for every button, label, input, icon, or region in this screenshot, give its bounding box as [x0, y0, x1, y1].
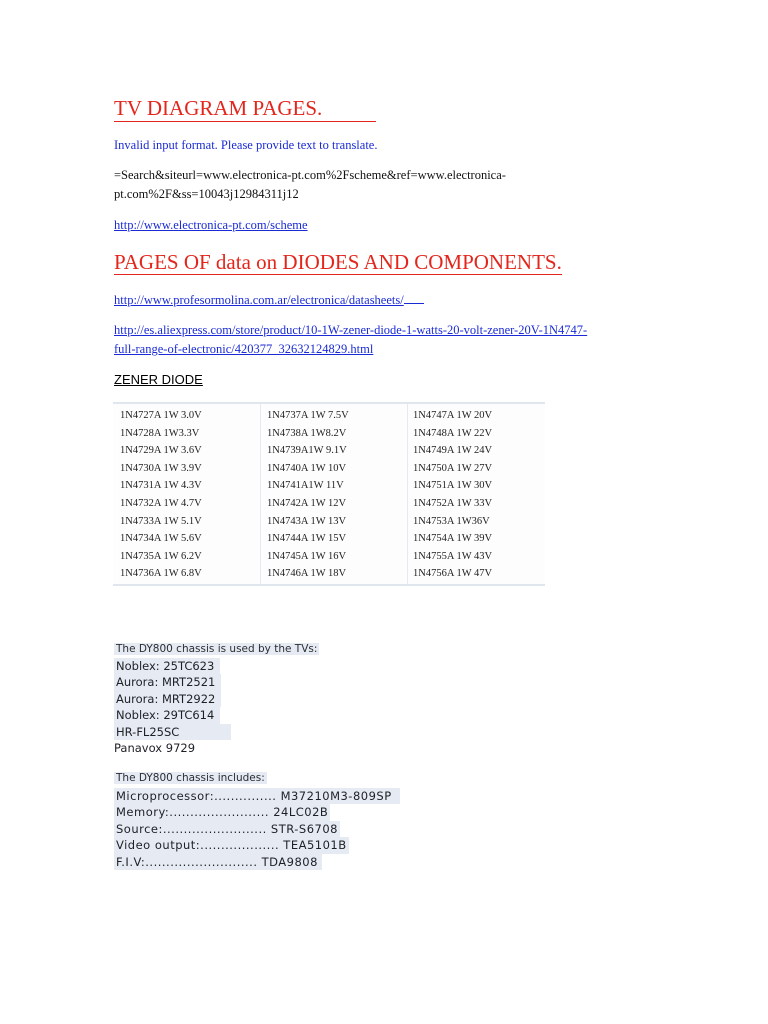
zener-cell: 1N4733A 1W 5.1V: [120, 515, 202, 527]
table-divider: [260, 404, 261, 584]
zener-cell: 1N4748A 1W 22V: [413, 427, 493, 439]
zener-column-3: [408, 407, 548, 583]
zener-cell: 1N4753A 1W36V: [413, 515, 490, 527]
chassis-includes: The DY800 chassis includes:: [116, 772, 265, 784]
zener-cell: 1N4731A 1W 4.3V: [120, 480, 202, 492]
zener-cell: 1N4737A 1W 7.5V: [267, 410, 349, 421]
tv-model-item: Noblex: 29TC614: [114, 707, 231, 723]
search-url-line-2: pt.com%2F&ss=10043j12984311j12: [114, 187, 299, 201]
zener-cell: 1N4729A 1W 3.6V: [120, 445, 202, 457]
link-profesormolina[interactable]: http://www.profesormolina.com.ar/electronica/datasheets/: [114, 292, 424, 308]
zener-cell: 1N4746A 1W 18V: [267, 568, 347, 580]
component-item: Memory:........................ 24LC02B: [116, 805, 329, 820]
tv-model-item: Panavox 9729: [114, 741, 196, 756]
tv-model-item: Aurora: MRT2922: [114, 691, 231, 707]
zener-cell: 1N4747A 1W 20V: [413, 410, 493, 421]
zener-cell: 1N4751A 1W 30V: [413, 480, 493, 492]
zener-column-2: [262, 407, 402, 583]
zener-cell: 1N4743A 1W 13V: [267, 515, 347, 527]
zener-cell: 1N4740A 1W 10V: [267, 462, 347, 474]
component-list: [114, 788, 400, 870]
zener-cell: 1N4756A 1W 47V: [413, 568, 493, 580]
link-aliexpress-line-1[interactable]: http://es.aliexpress.com/store/product/10-1W-zener-diode-1-watts-20-volt-zener-20V-1N4747-: [114, 323, 588, 337]
zener-cell: 1N4741A1W 11V: [267, 480, 344, 492]
zener-cell: 1N4754A 1W 39V: [413, 533, 493, 545]
zener-cell: 1N4732A 1W 4.7V: [120, 497, 202, 509]
zener-cell: 1N4742A 1W 12V: [267, 497, 347, 509]
tv-model-item: HR-FL25SC: [114, 724, 231, 740]
zener-cell: 1N4749A 1W 24V: [413, 445, 493, 457]
component-item: F.I.V:........................... TDA9808: [114, 854, 400, 870]
tv-model-item: Noblex: 25TC623: [114, 658, 231, 674]
component-item: Source:......................... STR-S6708: [116, 821, 338, 836]
zener-column-1: [115, 407, 255, 583]
search-url-line-1: =Search&siteurl=www.electronica-pt.com%2Fscheme&ref=www.electronica-: [114, 168, 506, 182]
zener-cell: 1N4745A 1W 16V: [267, 550, 347, 562]
zener-diode-title: ZENER DIODE: [114, 372, 203, 387]
heading-diodes-components: PAGES OF data on DIODES AND COMPONENTS.: [114, 250, 562, 274]
heading-tv-diagram-pages: TV DIAGRAM PAGES.: [114, 96, 376, 122]
zener-cell: 1N4730A 1W 3.9V: [120, 462, 202, 474]
zener-cell: 1N4755A 1W 43V: [413, 550, 493, 562]
zener-diode-table: [113, 402, 545, 586]
component-item: Microprocessor:............... M37210M3-809SP: [114, 788, 400, 804]
chassis-intro: The DY800 chassis is used by the TVs:: [116, 643, 318, 655]
zener-cell: 1N4728A 1W3.3V: [120, 427, 200, 439]
link-aliexpress-line-2[interactable]: full-range-of-electronic/420377_32632124829.html: [114, 342, 374, 356]
zener-cell: 1N4739A1W 9.1V: [267, 445, 347, 457]
zener-cell: 1N4727A 1W 3.0V: [120, 410, 202, 421]
link-electronica-scheme[interactable]: http://www.electronica-pt.com/scheme: [114, 218, 308, 232]
zener-cell: 1N4734A 1W 5.6V: [120, 533, 202, 545]
zener-cell: 1N4750A 1W 27V: [413, 462, 493, 474]
zener-cell: 1N4736A 1W 6.8V: [120, 568, 202, 580]
zener-cell: 1N4735A 1W 6.2V: [120, 550, 202, 562]
tv-model-list: [114, 658, 231, 756]
zener-cell: 1N4752A 1W 33V: [413, 497, 493, 509]
component-item: Video output:................... TEA5101B: [116, 838, 347, 853]
tv-model-item: Aurora: MRT2521: [114, 674, 231, 690]
invalid-input-text: Invalid input format. Please provide text to translate.: [114, 138, 378, 152]
zener-cell: 1N4744A 1W 15V: [267, 533, 347, 545]
zener-cell: 1N4738A 1W8.2V: [267, 427, 347, 439]
